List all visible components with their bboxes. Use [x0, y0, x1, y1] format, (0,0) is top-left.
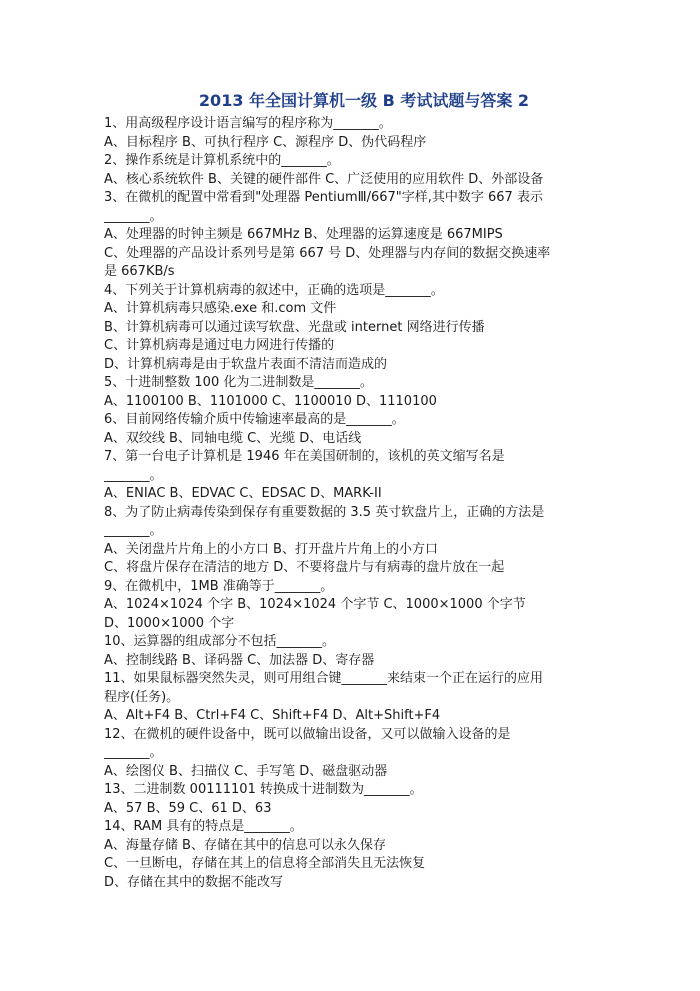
- text-line: A、1100100 B、1101000 C、1100010 D、1110100: [104, 393, 437, 409]
- text-line: 4、下列关于计算机病毒的叙述中，正确的选项是_______。: [104, 282, 444, 298]
- text-line: A、Alt+F4 B、Ctrl+F4 C、Shift+F4 D、Alt+Shift+F4: [104, 708, 441, 723]
- text-line: 程序(任务)。: [104, 689, 180, 705]
- text-line: C、计算机病毒是通过电力网进行传播的: [104, 338, 335, 353]
- text-line: 13、二进制数 00111101 转换成十进制数为_______。: [104, 782, 423, 797]
- text-line: C、处理器的产品设计系列号是第 667 号 D、处理器与内存间的数据交换速率: [104, 245, 551, 261]
- text-line: A、ENIAC B、EDVAC C、EDSAC D、MARK-II: [104, 486, 382, 501]
- text-line: 12、在微机的硬件设备中，既可以做输出设备，又可以做输入设备的是: [104, 726, 511, 742]
- text-line: A、双绞线 B、同轴电缆 C、光缆 D、电话线: [104, 430, 362, 446]
- text-line: 1、用高级程序设计语言编写的程序称为_______。: [104, 116, 392, 131]
- document-page: [104, 88, 624, 892]
- text-line: A、57 B、59 C、61 D、63: [104, 800, 272, 816]
- text-line: _______。: [104, 208, 163, 224]
- text-line: 5、十进制整数 100 化为二进制数是_______。: [104, 375, 373, 390]
- text-line: 3、在微机的配置中常看到"处理器 PentiumⅢ/667"字样,其中数字 667 表示: [104, 190, 543, 205]
- text-line: A、绘图仪 B、扫描仪 C、手写笔 D、磁盘驱动器: [104, 763, 388, 779]
- text-line: 是 667KB/s: [104, 264, 175, 279]
- text-line: A、海量存储 B、存储在其中的信息可以永久保存: [104, 837, 386, 853]
- text-line: B、计算机病毒可以通过读写软盘、光盘或 internet 网络进行传播: [104, 319, 485, 335]
- text-line: 6、目前网络传输介质中传输速率最高的是_______。: [104, 412, 405, 427]
- text-line: A、1024×1024 个字 B、1024×1024 个字节 C、1000×1000 个字节: [104, 597, 526, 612]
- text-line: D、存储在其中的数据不能改写: [104, 874, 284, 890]
- text-line: A、处理器的时钟主频是 667MHz B、处理器的运算速度是 667MIPS: [104, 227, 503, 242]
- text-line: A、关闭盘片片角上的小方口 B、打开盘片片角上的小方口: [104, 541, 438, 557]
- text-line: _______。: [104, 467, 163, 483]
- text-line: 2、操作系统是计算机系统中的_______。: [104, 153, 340, 168]
- text-line: _______。: [104, 523, 163, 538]
- text-line: 7、第一台电子计算机是 1946 年在美国研制的，该机的英文缩写名是: [104, 449, 505, 464]
- text-line: A、控制线路 B、译码器 C、加法器 D、寄存器: [104, 652, 375, 668]
- text-line: _______。: [104, 745, 163, 760]
- text-line: D、1000×1000 个字: [104, 615, 235, 631]
- text-line: 8、为了防止病毒传染到保存有重要数据的 3.5 英寸软盘片上，正确的方法是: [104, 504, 545, 520]
- text-line: C、一旦断电，存储在其上的信息将全部消失且无法恢复: [104, 856, 426, 871]
- text-line: A、核心系统软件 B、关键的硬件部件 C、广泛使用的应用软件 D、外部设备: [104, 171, 544, 187]
- text-line: 10、运算器的组成部分不包括_______。: [104, 634, 336, 649]
- text-line: C、将盘片保存在清洁的地方 D、不要将盘片与有病毒的盘片放在一起: [104, 560, 505, 575]
- text-line: A、目标程序 B、可执行程序 C、源程序 D、伪代码程序: [104, 134, 427, 150]
- text-line: 9、在微机中，1MB 准确等于_______。: [104, 578, 334, 594]
- document-body: [104, 115, 624, 892]
- text-line: 14、RAM 具有的特点是_______。: [104, 819, 303, 834]
- text-line: 11、如果鼠标器突然失灵，则可用组合键_______来结束一个正在运行的应用: [104, 671, 544, 686]
- text-line: D、计算机病毒是由于软盘片表面不清洁而造成的: [104, 356, 388, 372]
- document-title: 2013 年全国计算机一级 B 考试试题与答案 2: [198, 91, 530, 110]
- text-line: A、计算机病毒只感染.exe 和.com 文件: [104, 301, 337, 316]
